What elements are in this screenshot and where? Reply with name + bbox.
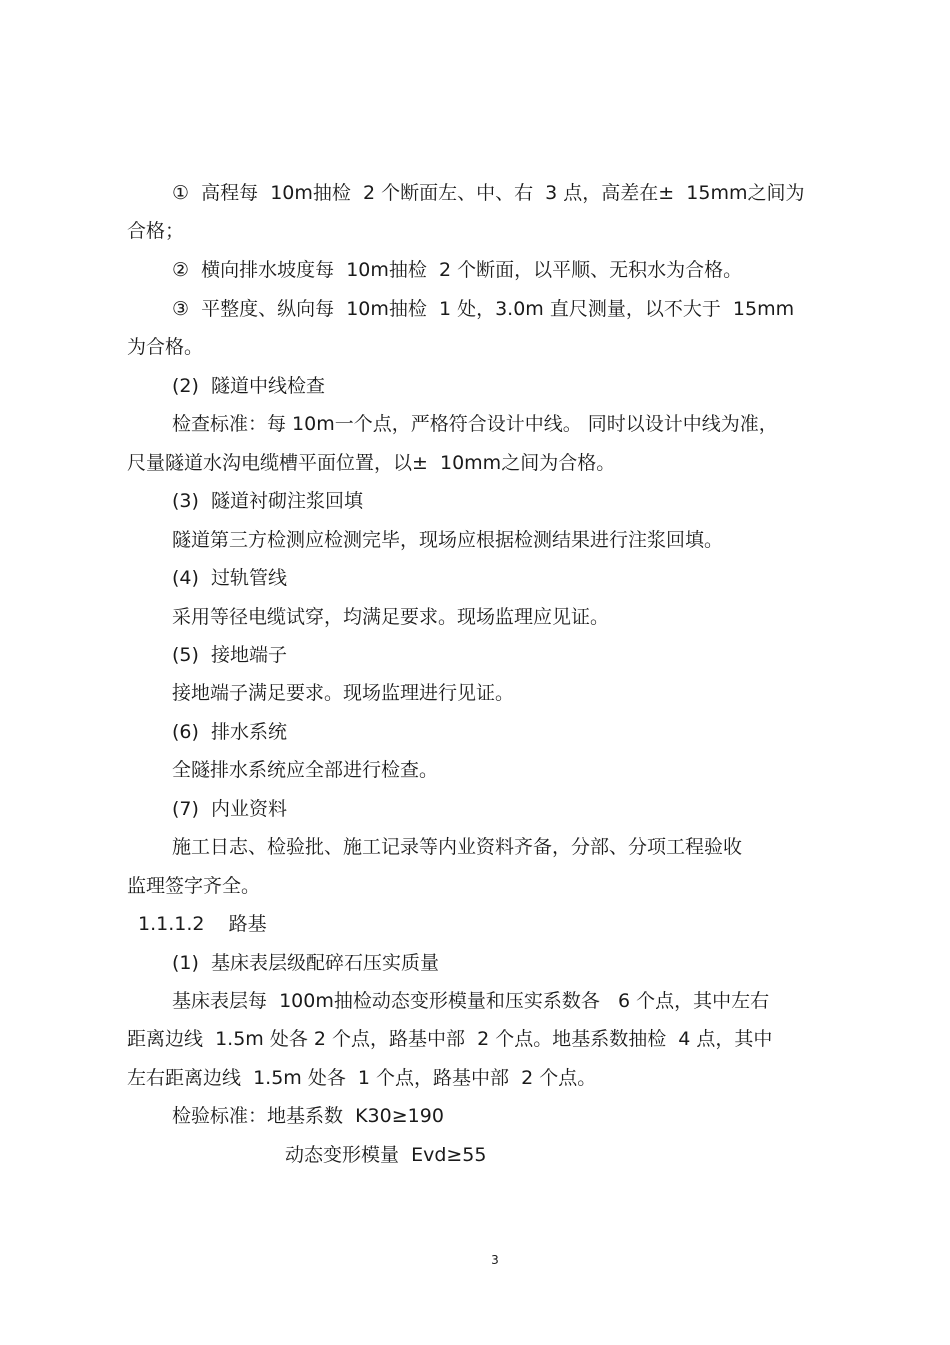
section-heading-conduit: (4) 过轨管线 — [172, 567, 287, 589]
section-heading-grounding: (5) 接地端子 — [172, 644, 287, 666]
page-number: 3 — [491, 1253, 499, 1267]
section-heading-compaction: (1) 基床表层级配碎石压实质量 — [172, 952, 439, 974]
paragraph-compaction-cont1: 距离边线 1.5m 处各 2 个点，路基中部 2 个点。地基系数抽检 4 点，其中 — [127, 1028, 773, 1050]
paragraph-drainage: 全隧排水系统应全部进行检查。 — [172, 759, 439, 781]
inspection-standard-evd: 动态变形模量 Evd≥55 — [285, 1144, 487, 1166]
section-heading-grouting: (3) 隧道衬砌注浆回填 — [172, 490, 363, 512]
criterion-cross-slope: ② 横向排水坡度每 10m抽检 2 个断面，以平顺、无积水为合格。 — [172, 259, 743, 281]
paragraph-conduit: 采用等径电缆试穿，均满足要求。现场监理应见证。 — [172, 606, 610, 628]
paragraph-compaction: 基床表层每 100m抽检动态变形模量和压实系数各 6 个点，其中左右 — [172, 990, 770, 1012]
paragraph-documents-cont: 监理签字齐全。 — [127, 875, 261, 897]
inspection-standard-k30: 检验标准：地基系数 K30≥190 — [172, 1105, 444, 1127]
criterion-elevation-cont: 合格； — [127, 220, 185, 242]
section-heading-documents: (7) 内业资料 — [172, 798, 287, 820]
paragraph-centerline-cont: 尺量隧道水沟电缆槽平面位置，以± 10mm之间为合格。 — [127, 452, 616, 474]
paragraph-grouting: 隧道第三方检测应检测完毕，现场应根据检测结果进行注浆回填。 — [172, 529, 724, 551]
criterion-flatness: ③ 平整度、纵向每 10m抽检 1 处，3.0m 直尺测量，以不大于 15mm — [172, 298, 795, 320]
section-heading-centerline: (2) 隧道中线检查 — [172, 375, 325, 397]
criterion-flatness-cont: 为合格。 — [127, 336, 204, 358]
section-heading-drainage: (6) 排水系统 — [172, 721, 287, 743]
subsection-heading-subgrade: 1.1.1.2 路基 — [138, 913, 267, 935]
paragraph-grounding: 接地端子满足要求。现场监理进行见证。 — [172, 682, 515, 704]
criterion-elevation: ① 高程每 10m抽检 2 个断面左、中、右 3 点，高差在± 15mm之间为 — [172, 182, 805, 204]
paragraph-centerline: 检查标准：每 10m一个点，严格符合设计中线。 同时以设计中线为准， — [172, 413, 778, 435]
paragraph-documents: 施工日志、检验批、施工记录等内业资料齐备，分部、分项工程验收 — [172, 836, 743, 858]
paragraph-compaction-cont2: 左右距离边线 1.5m 处各 1 个点，路基中部 2 个点。 — [127, 1067, 597, 1089]
